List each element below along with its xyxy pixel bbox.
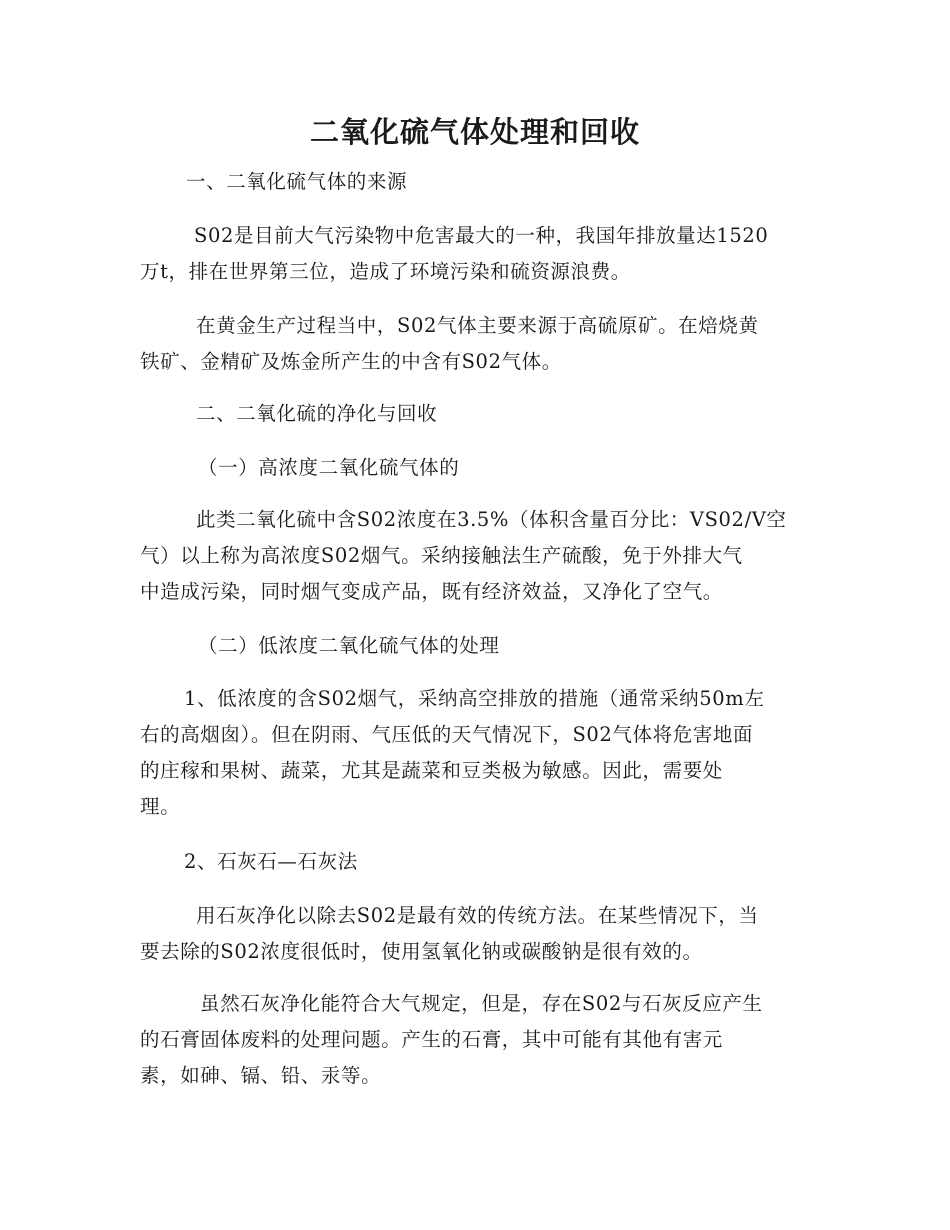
text-line: 铁矿、金精矿及炼金所产生的中含有S02气体。 xyxy=(140,350,562,373)
section-heading-purification xyxy=(140,396,812,432)
text-line: 在黄金生产过程当中，S02气体主要来源于高硫原矿。在焙烧黄 xyxy=(196,314,759,337)
text-line: 用石灰净化以除去S02是最有效的传统方法。在某些情况下，当 xyxy=(196,904,759,927)
text-line: 素，如砷、镉、铅、汞等。 xyxy=(140,1064,382,1087)
paragraph-high-concentration xyxy=(140,502,812,610)
text-line: 的庄稼和果树、蔬菜，尤其是蔬菜和豆类极为敏感。因此，需要处 xyxy=(140,759,723,782)
paragraph-low-concentration xyxy=(140,681,812,825)
text-line: 万t，排在世界第三位，造成了环境污染和硫资源浪费。 xyxy=(140,260,631,283)
text-line: 1、低浓度的含S02烟气，采纳高空排放的措施（通常采纳50m左 xyxy=(184,687,765,710)
text-line: 虽然石灰净化能符合大气规定，但是，存在S02与石灰反应产生 xyxy=(200,992,763,1015)
subsection-heading-high-concentration xyxy=(140,450,812,486)
paragraph-gypsum-waste xyxy=(140,986,812,1094)
text-line: 右的高烟囱）。但在阴雨、气压低的天气情况下，S02气体将危害地面 xyxy=(140,723,754,746)
section-heading-limestone xyxy=(140,844,812,880)
text-line: （二）低浓度二氧化硫气体的处理 xyxy=(198,634,500,657)
section-heading-source xyxy=(140,164,812,200)
subsection-heading-low-concentration xyxy=(140,628,812,664)
text-line: 2、石灰石—石灰法 xyxy=(184,850,358,873)
text-line: 一、二氧化硫气体的来源 xyxy=(186,170,408,193)
text-line: 中造成污染，同时烟气变成产品，既有经济效益，又净化了空气。 xyxy=(140,580,723,603)
page-title: 二氧化硫气体处理和回收 xyxy=(309,115,640,149)
text-line: 气）以上称为高浓度S02烟气。采纳接触法生产硫酸，免于外排大气 xyxy=(140,544,743,567)
paragraph-gold-production xyxy=(140,308,812,380)
text-line: S02是目前大气污染物中危害最大的一种，我国年排放量达1520 xyxy=(194,224,769,247)
text-line: 理。 xyxy=(140,795,181,818)
text-line: 的石膏固体废料的处理问题。产生的石膏，其中可能有其他有害元 xyxy=(140,1028,723,1051)
paragraph-so2-emission xyxy=(140,218,812,290)
text-line: 要去除的S02浓度很低时，使用氢氧化钠或碳酸钠是很有效的。 xyxy=(140,940,703,963)
text-line: （一）高浓度二氧化硫气体的 xyxy=(198,456,460,479)
text-line: 此类二氧化硫中含S02浓度在3.5%（体积含量百分比：VS02/V空 xyxy=(196,508,787,531)
text-line: 二、二氧化硫的净化与回收 xyxy=(196,402,438,425)
paragraph-lime-purification xyxy=(140,898,812,970)
